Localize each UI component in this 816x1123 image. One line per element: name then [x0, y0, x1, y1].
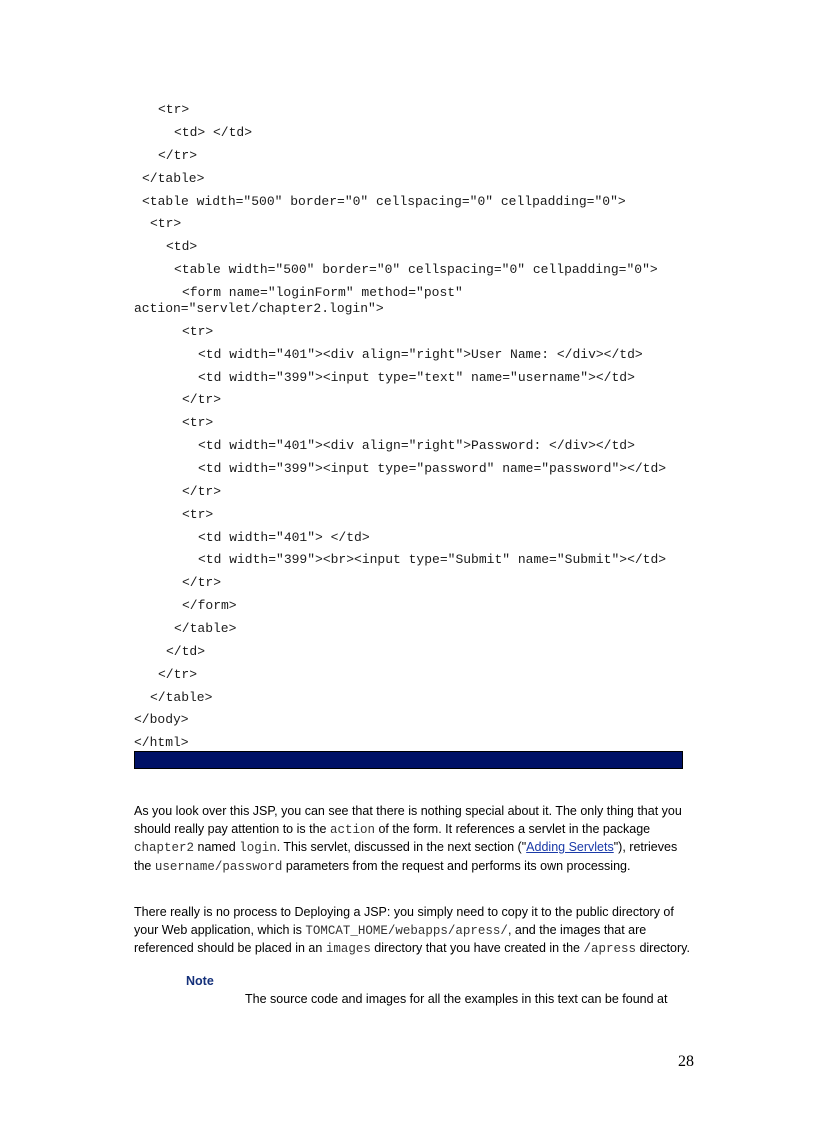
adding-servlets-link[interactable]: Adding Servlets: [526, 840, 614, 854]
code-line: <td width="399"><br><input type="Submit" name="Submit"></td>: [198, 552, 667, 567]
code-line: </tr>: [158, 667, 198, 682]
inline-code: chapter2: [134, 841, 195, 855]
paragraph-text: There really is no process to Deploying a JSP: you simply need to copy it to the public directory of your Web application, which is: [134, 905, 674, 937]
code-line: <td width="401"> </td>: [198, 530, 370, 545]
inline-code: images: [325, 942, 371, 956]
code-line: <td>: [166, 239, 198, 254]
code-line: <table width="500" border="0" cellspacing="0" cellpadding="0">: [174, 262, 658, 277]
paragraph-text: directory.: [635, 941, 690, 955]
inline-code: login: [239, 841, 277, 855]
paragraph-text: . This servlet, discussed in the next section (": [276, 840, 527, 854]
code-line: </table>: [142, 171, 205, 186]
inline-code: TOMCAT_HOME/webapps/apress/: [305, 923, 508, 938]
code-line: </html>: [134, 735, 189, 750]
body-paragraph: [134, 904, 694, 959]
paragraph-text: parameters from the request and performs its own processing.: [282, 858, 631, 873]
code-line: <td width="399"><input type="password" name="password"></td>: [198, 461, 667, 476]
code-line: <td width="401"><div align="right">User Name: </div></td>: [198, 347, 643, 362]
code-line: action="servlet/chapter2.login">: [134, 301, 384, 316]
note-text: The source code and images for all the examples in this text can be found at: [245, 992, 668, 1006]
code-line: <tr>: [182, 415, 214, 430]
code-line: <td width="401"><div align="right">Password: </div></td>: [198, 438, 635, 453]
code-line: <form name="loginForm" method="post": [182, 285, 463, 300]
paragraph-text: of the form. It references a servlet in the package: [374, 821, 651, 836]
code-line: </tr>: [182, 392, 222, 407]
note-label: Note: [186, 974, 214, 988]
inline-code: action: [329, 822, 375, 837]
paragraph-text: , and the images that are referenced should be placed in an: [134, 922, 647, 955]
inline-code: username/password: [154, 859, 283, 874]
code-line: <tr>: [182, 507, 214, 522]
code-line: <td width="399"><input type="text" name="username"></td>: [198, 370, 635, 385]
code-line: </tr>: [182, 575, 222, 590]
paragraph-text: "), retrieves the: [134, 840, 678, 873]
code-line: </td>: [166, 644, 206, 659]
body-paragraph: [134, 803, 694, 876]
code-line: <td> </td>: [174, 125, 253, 140]
code-line: </table>: [174, 621, 237, 636]
code-block-end-bar: [134, 751, 683, 769]
code-line: </table>: [150, 690, 213, 705]
code-line: </body>: [134, 712, 189, 727]
code-line: </tr>: [182, 484, 222, 499]
code-line: <tr>: [150, 216, 182, 231]
page-number: 28: [678, 1053, 694, 1070]
code-line: </tr>: [158, 148, 198, 163]
inline-code: /apress: [583, 942, 636, 956]
code-line: </form>: [182, 598, 237, 613]
code-line: <tr>: [182, 324, 214, 339]
code-line: <tr>: [158, 102, 190, 117]
code-line: <table width="500" border="0" cellspacing="0" cellpadding="0">: [142, 194, 626, 209]
paragraph-text: directory that you have created in the: [370, 941, 584, 955]
paragraph-text: named: [194, 840, 240, 854]
paragraph-text: As you look over this JSP, you can see that there is nothing special about it. The only thing that you should really pay attention to is the: [134, 804, 682, 836]
